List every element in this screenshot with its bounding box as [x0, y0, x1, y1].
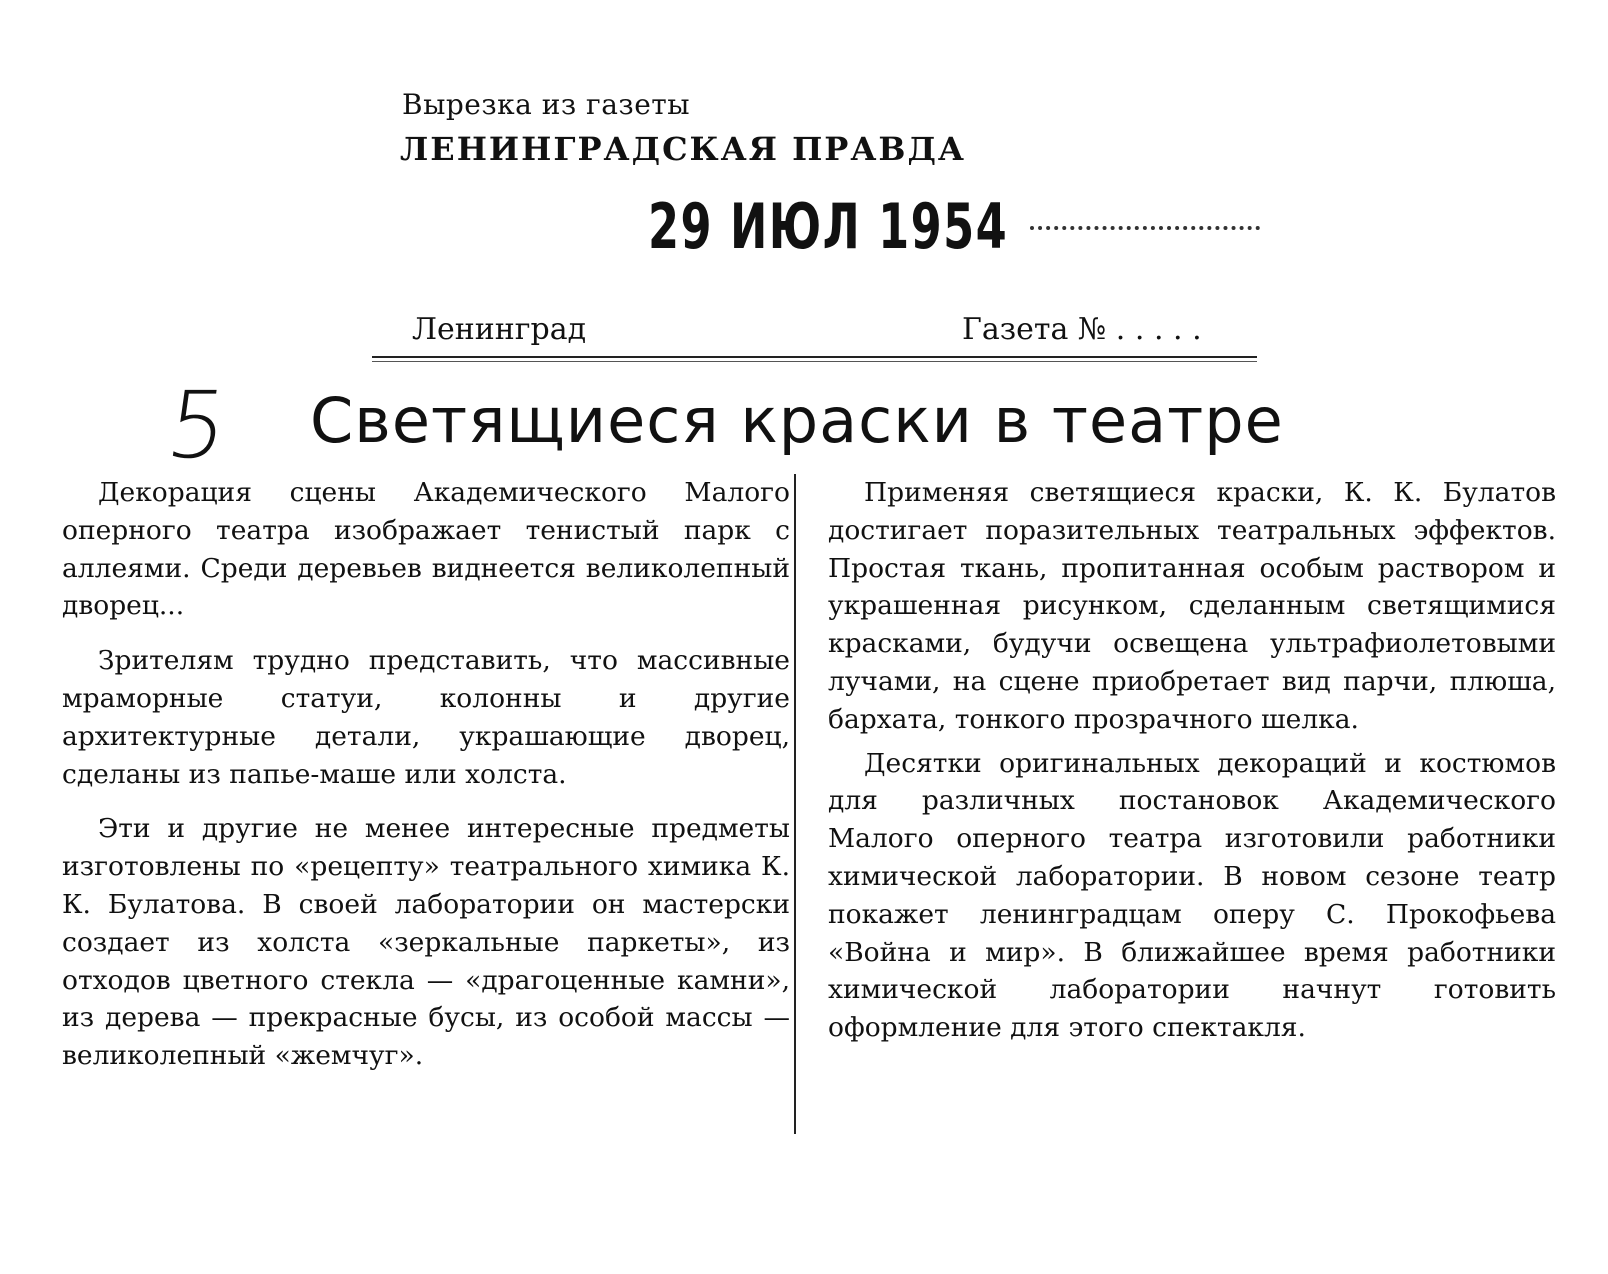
article-paragraph: Эти и другие не менее интересные предметы изготовлены по «рецепту» театрального химика К. К. Булатова. В своей лаборатории он мастерски создает из холста «зеркальные паркеты», из отходов цветного стекла — «драгоценные камни», из дерева — прекрасные бусы, из особой массы — великолепный «жемчуг».: [62, 813, 790, 1072]
header-rule: [372, 356, 1257, 358]
date-stamp: 29 ИЮЛ 1954: [648, 190, 1009, 263]
handwritten-mark: 5: [160, 372, 235, 479]
column-divider: [794, 474, 796, 1134]
newspaper-name: ЛЕНИНГРАДСКАЯ ПРАВДА: [400, 130, 966, 168]
article-paragraph: Применяя светящиеся краски, К. К. Булатов достигает поразительных театральных эффектов. Простая ткань, пропитанная особым раствором и украшенная рисунком, сделанным светящимися красками, будучи освещена ультрафиолетовыми лучами, на сцене приобретает вид парчи, плюша, бархата, тонкого прозрачного шелка.: [828, 477, 1556, 735]
article-headline: Светящиеся краски в театре: [310, 384, 1284, 457]
article-left-column: [62, 474, 790, 1075]
source-label: Вырезка из газеты: [402, 88, 691, 121]
dotted-leader-line: [1030, 226, 1260, 230]
header-rule-thin: [372, 361, 1257, 362]
article-paragraph: Зрителям трудно представить, что массивные мраморные статуи, колонны и другие архитектурные детали, украшающие дворец, сделаны из папье-маше или холста.: [62, 645, 790, 790]
article-right-column: [828, 474, 1556, 1047]
issue-number-label: Газета № . . . . .: [962, 312, 1202, 347]
city-label: Ленинград: [412, 312, 587, 347]
article-paragraph: Декорация сцены Академического Малого оперного театра изображает тенистый парк с аллеями. Среди деревьев виднеется великолепный дворец...: [62, 477, 790, 622]
article-paragraph: Десятки оригинальных декораций и костюмов для различных постановок Академического Малого оперного театра изготовили работники химической лаборатории. В новом сезоне театр покажет ленинградцам оперу С. Прокофьева «Война и мир». В ближайшее время работники химической лаборатории начнут готовить оформление для этого спектакля.: [828, 747, 1556, 1044]
